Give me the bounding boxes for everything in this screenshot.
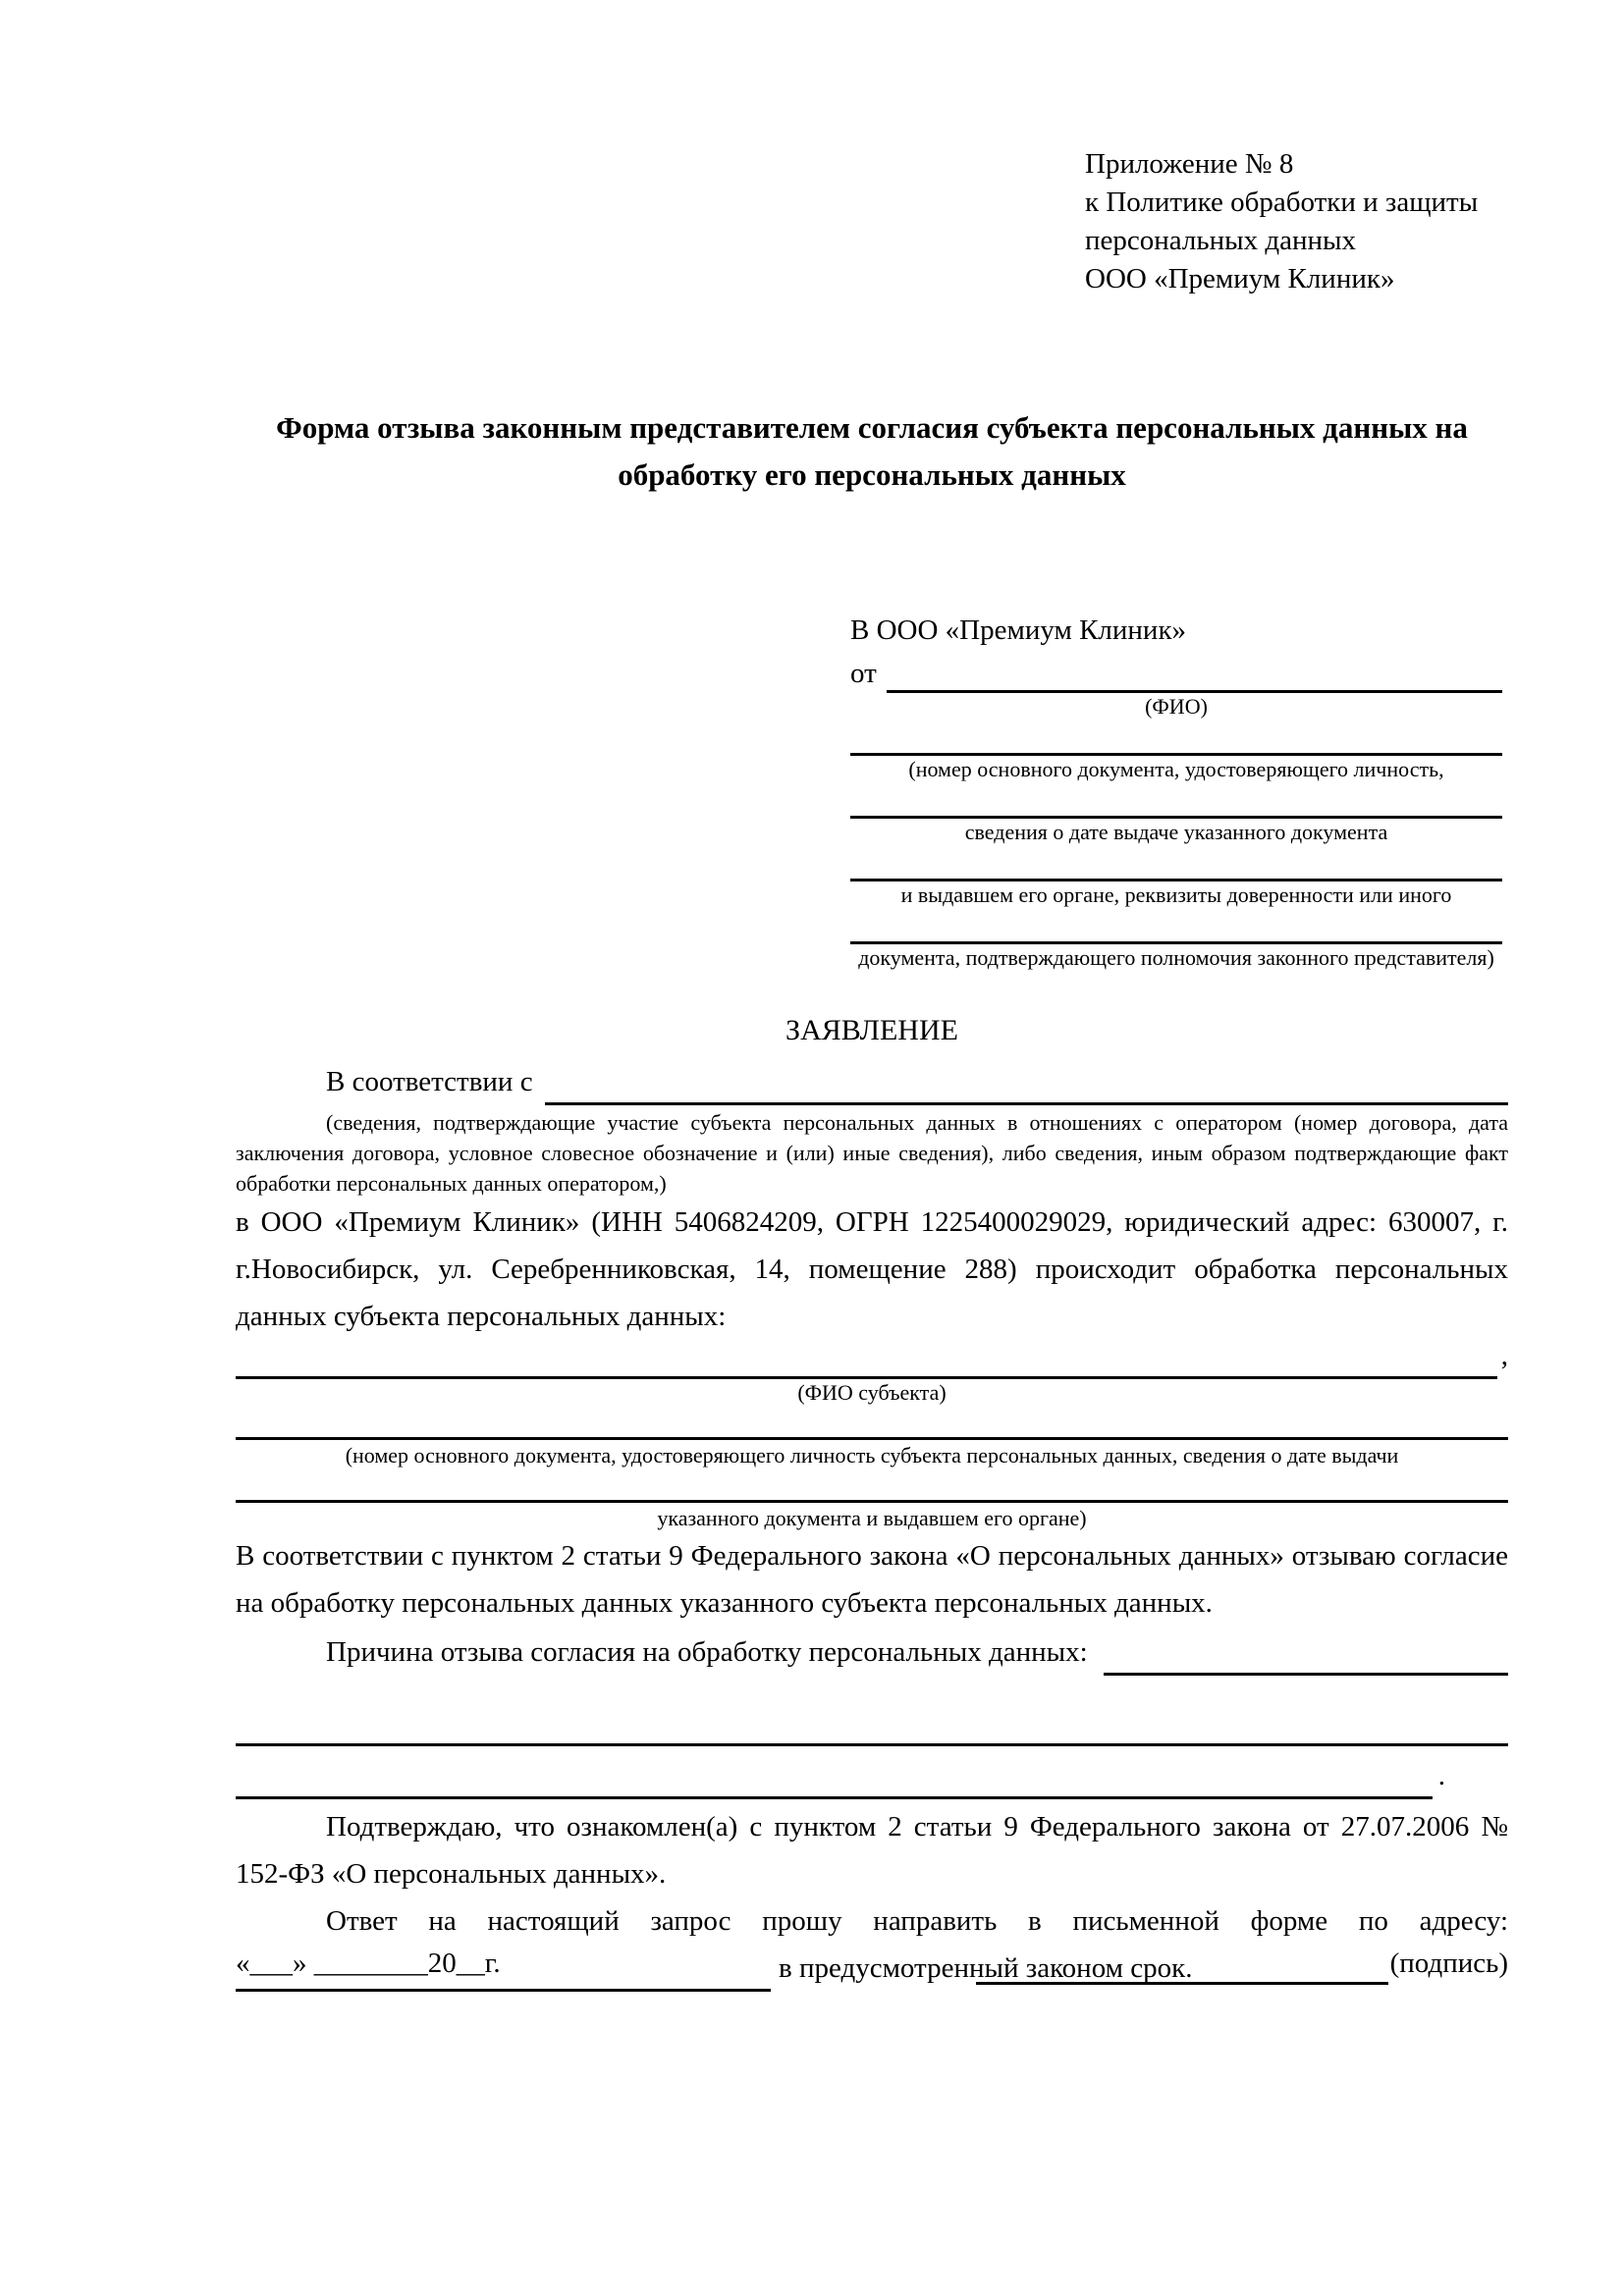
- caption-doc-4: документа, подтверждающего полномочия законного представителя): [858, 945, 1494, 970]
- footer-row: [236, 1942, 1508, 1985]
- signature-caption: (подпись): [1389, 1948, 1508, 1979]
- subject-doc-caption-2: указанного документа и выдавшем его органе): [657, 1506, 1087, 1530]
- reply-deadline: в предусмотренный законом срок.: [779, 1952, 1193, 1984]
- form-title: Форма отзыва законным представителем согласия субъекта персональных данных на обработку его персональных данных: [276, 410, 1468, 492]
- appendix-line: Приложение № 8: [1085, 148, 1294, 180]
- blank-line-doc-number: [850, 721, 1502, 756]
- document-number-field: [850, 721, 1502, 783]
- blank-line-subject-doc-2: [236, 1469, 1508, 1503]
- appendix-line: к Политике обработки и защиты: [1085, 187, 1479, 218]
- issue-date-field: [850, 783, 1502, 846]
- reason-field: [236, 1627, 1508, 1676]
- basis-field: [236, 1060, 1508, 1105]
- intro-prefix: В соответствии с: [326, 1066, 533, 1097]
- representative-authority-field: [850, 909, 1502, 972]
- caption-doc-2: сведения о дате выдаче указанного документа: [964, 820, 1388, 844]
- addressee-block: [850, 611, 1502, 972]
- comma-after-blank: ,: [1500, 1340, 1508, 1371]
- reason-label: Причина отзыва согласия на обработку персональных данных:: [326, 1636, 1088, 1668]
- subject-doc-field-2: [236, 1469, 1508, 1532]
- blank-line-reason-start: [1104, 1636, 1508, 1676]
- law-paragraph: В соответствии с пунктом 2 статьи 9 Федерального закона «О персональных данных» отзываю согласие на обработку персональных данных указанного субъекта персональных данных.: [236, 1540, 1508, 1619]
- reason-field-end: [236, 1746, 1508, 1799]
- reply-paragraph: Ответ на настоящий запрос прошу направить в письменной форме по адресу:: [326, 1905, 1508, 1937]
- operator-paragraph: в ООО «Премиум Клиник» (ИНН 5406824209, ОГРН 1225400029029, юридический адрес: 630007, г. г.Новосибирск, ул. Серебренниковская, 14, помещение 288) происходит обработка персональных данных субъекта персональных данных:: [236, 1206, 1508, 1332]
- subject-doc-caption-1: (номер основного документа, удостоверяющего личность субъекта персональных данных, сведения о дате выдачи: [345, 1443, 1399, 1468]
- subject-fio-caption: (ФИО субъекта): [797, 1380, 947, 1405]
- subject-fio-field: [236, 1340, 1508, 1379]
- caption-doc-3: и выдавшем его органе, реквизиты доверенности или иного: [900, 882, 1452, 907]
- period-after-blank: .: [1437, 1760, 1445, 1791]
- appendix-note: [1085, 145, 1478, 298]
- blank-line-authority: [850, 846, 1502, 881]
- issuing-authority-field: [850, 846, 1502, 909]
- statement-body: [236, 1007, 1508, 1992]
- blank-line-subject-doc-1: [236, 1407, 1508, 1440]
- from-label: от: [850, 658, 877, 689]
- statement-heading: ЗАЯВЛЕНИЕ: [785, 1014, 958, 1046]
- blank-line-basis: [545, 1066, 1508, 1105]
- addressee-to: В ООО «Премиум Клиник»: [850, 614, 1187, 646]
- blank-line-subject-fio: [236, 1344, 1497, 1379]
- appendix-line: ООО «Премиум Клиник»: [1085, 263, 1395, 294]
- fine-print-note: (сведения, подтверждающие участие субъекта персональных данных в отношениях с оператором (номер договора, дата заключения договора, условное словесное обозначение и (или) иные сведения), либо сведения, иным образом подтверждающие факт обработки персональных данных оператором,): [236, 1110, 1508, 1196]
- signature-field: [976, 1942, 1508, 1985]
- from-field: [850, 650, 1502, 693]
- blank-line-reason-3: [236, 1756, 1433, 1799]
- caption-fio: (ФИО): [1145, 694, 1208, 719]
- blank-line-issue-date: [850, 783, 1502, 819]
- subject-doc-field-1: [236, 1407, 1508, 1469]
- blank-line-fio: [887, 656, 1502, 693]
- confirm-paragraph: Подтверждаю, что ознакомлен(а) с пунктом 2 статьи 9 Федерального закона от 27.07.2006 № 152-ФЗ «О персональных данных».: [236, 1811, 1508, 1890]
- appendix-line: персональных данных: [1085, 225, 1357, 256]
- blank-line-representative-doc: [850, 909, 1502, 944]
- blank-line-reason-2: [236, 1705, 1508, 1746]
- date-line: «___» ________20__г.: [236, 1948, 501, 1979]
- caption-doc-1: (номер основного документа, удостоверяющего личность,: [908, 757, 1444, 781]
- blank-line-signature: [976, 1948, 1388, 1985]
